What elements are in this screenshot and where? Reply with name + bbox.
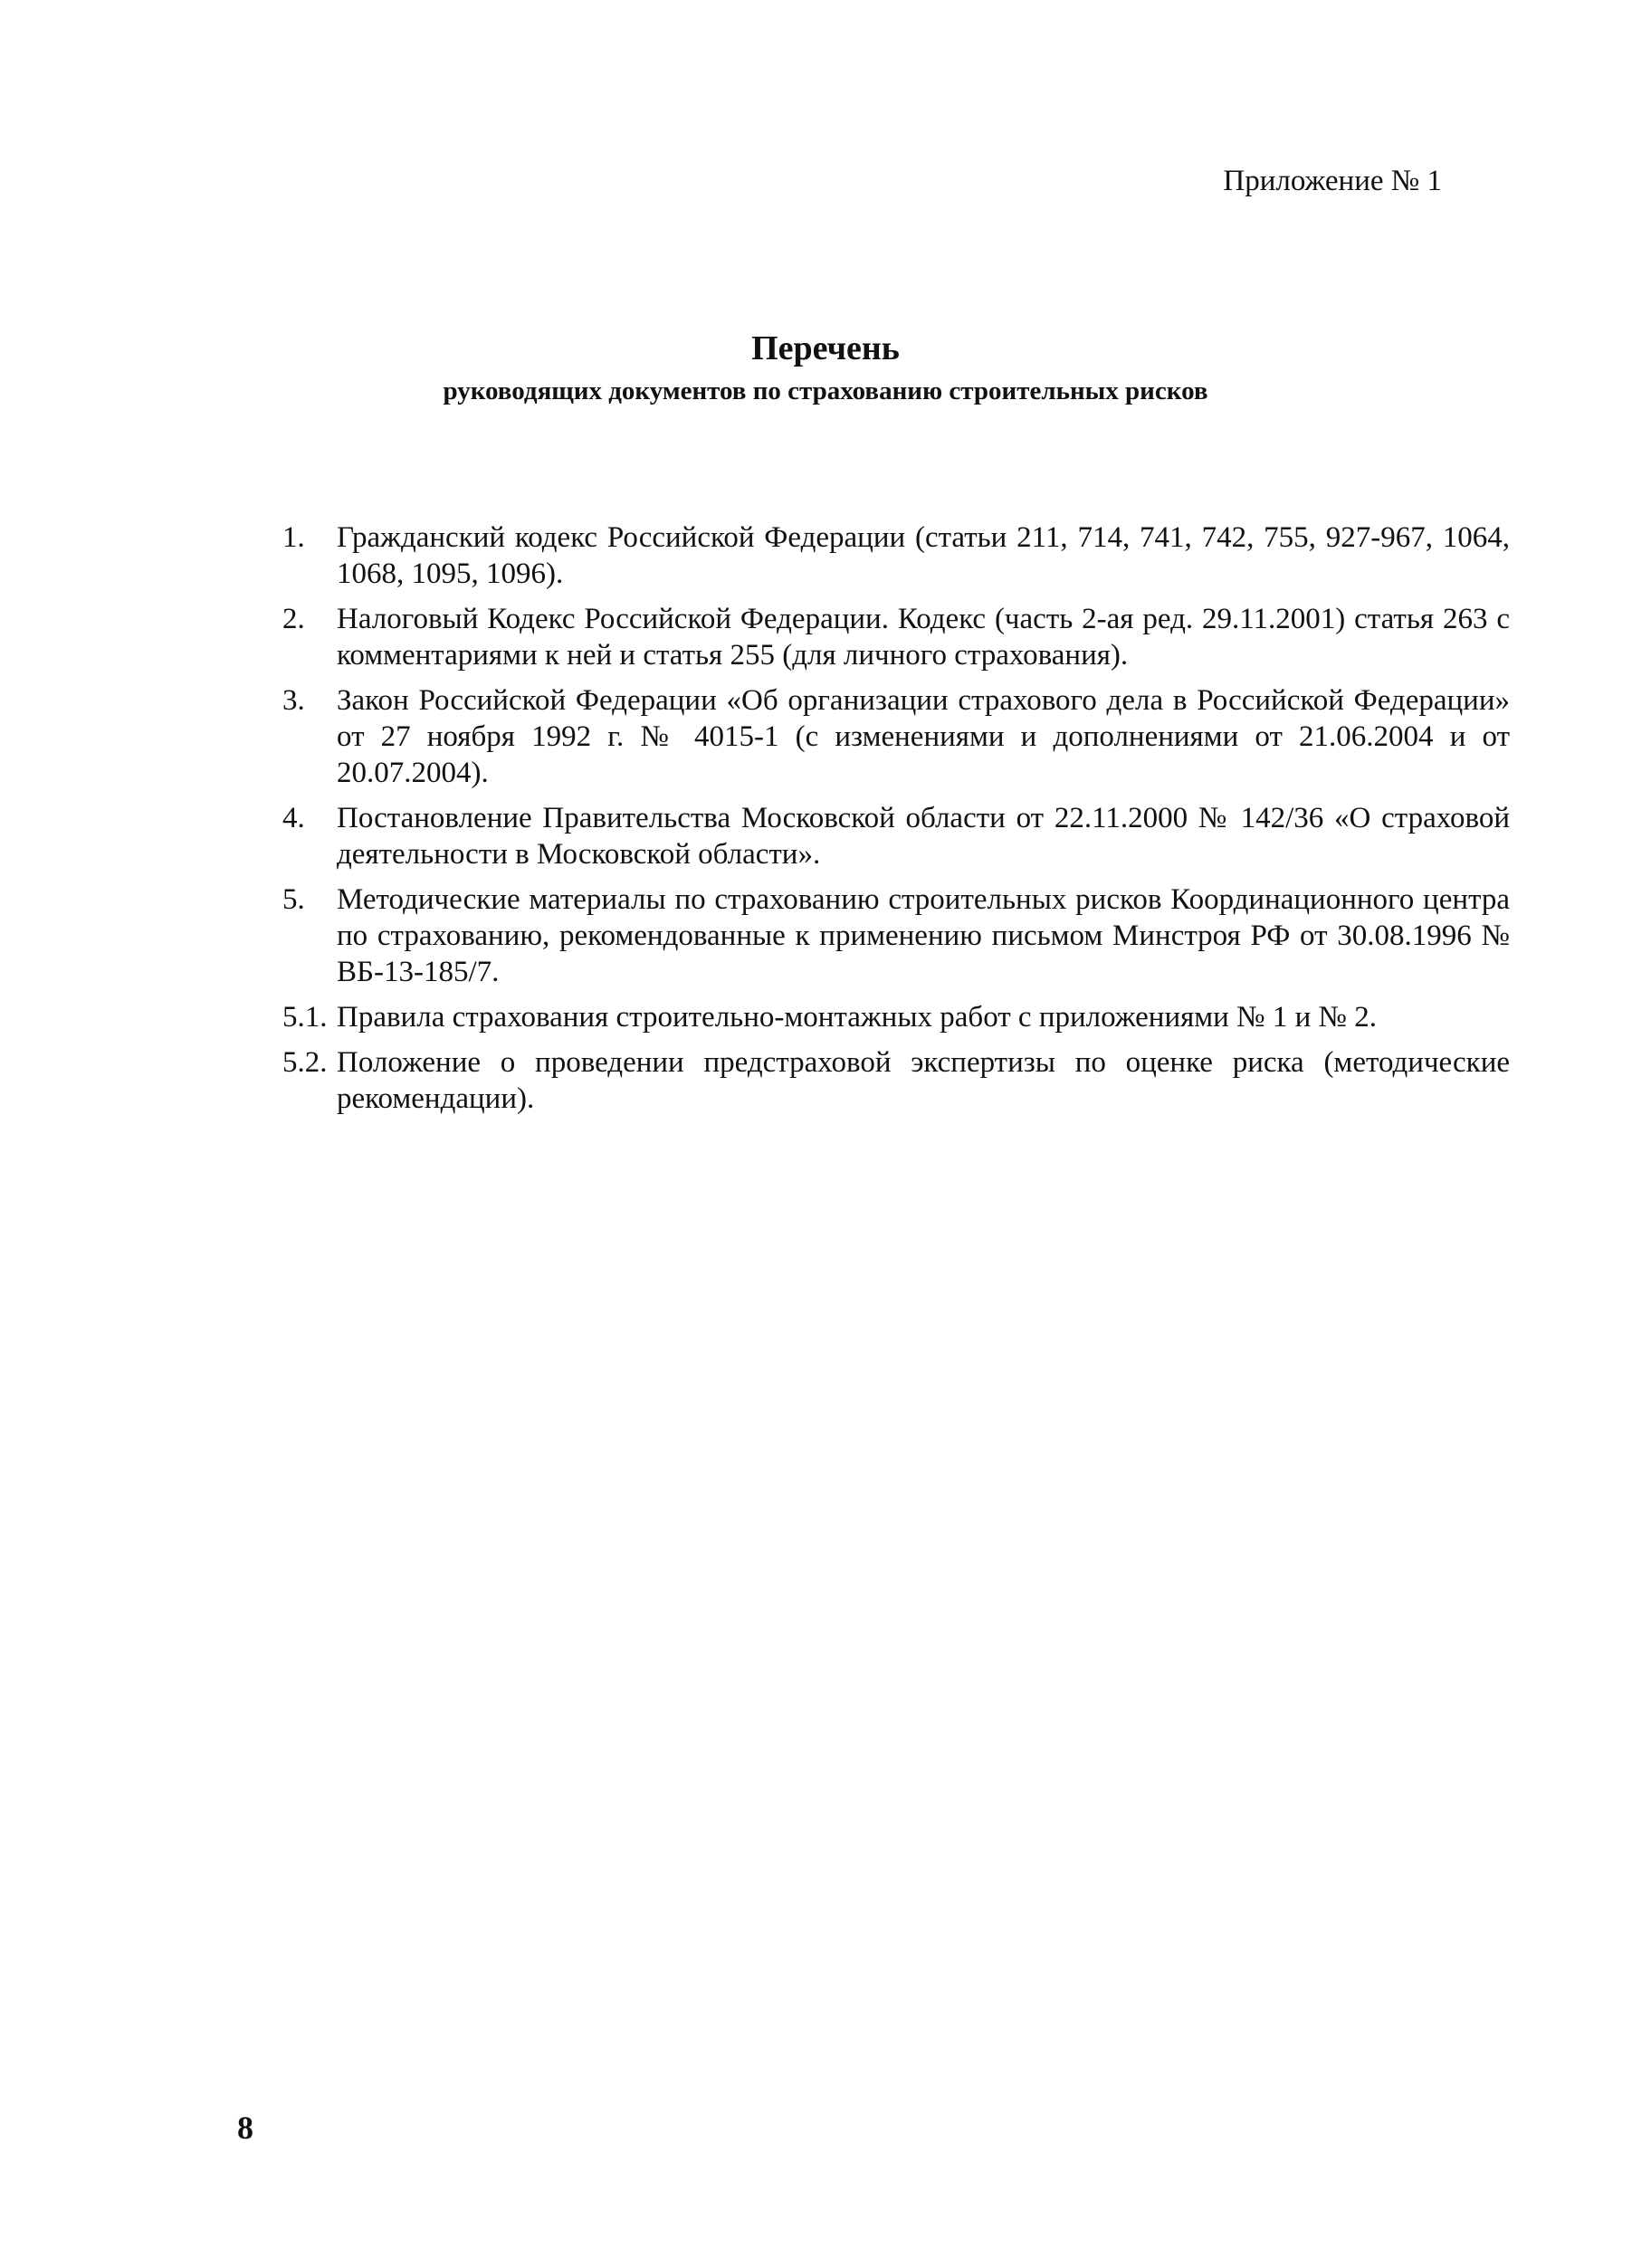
list-item-number: 5.2. — [282, 1046, 328, 1079]
page-number: 8 — [237, 2110, 253, 2146]
document-title: Перечень — [751, 329, 900, 367]
list-item-text: Налоговый Кодекс Российской Федерации. Кодекс (часть 2-ая ред. 29.11.2001) статья 263 с комментариями к ней и статья 255 (для личного страхования). — [337, 603, 1510, 672]
list-item — [282, 881, 1510, 990]
list-item-number: 3. — [282, 684, 305, 717]
list-item — [282, 601, 1510, 673]
list-item-text: Положение о проведении предстраховой экспертизы по оценке риска (методические рекомендации). — [337, 1046, 1510, 1115]
list-item — [282, 519, 1510, 592]
list-item-text: Постановление Правительства Московской области от 22.11.2000 № 142/36 «О страховой деятельности в Московской области». — [337, 802, 1510, 871]
list-item — [282, 682, 1510, 791]
list-item-number: 5. — [282, 883, 305, 916]
documents-list — [282, 519, 1510, 1126]
document-subtitle: руководящих документов по страхованию строительных рисков — [443, 376, 1208, 405]
list-item — [282, 1044, 1510, 1117]
list-item-text: Правила страхования строительно-монтажных работ с приложениями № 1 и № 2. — [337, 1001, 1377, 1034]
list-item-number: 5.1. — [282, 1001, 328, 1034]
list-item-text: Гражданский кодекс Российской Федерации (статьи 211, 714, 741, 742, 755, 927-967, 1064, 1068, 1095, 1096). — [337, 521, 1510, 590]
list-item — [282, 800, 1510, 872]
appendix-label: Приложение № 1 — [1223, 165, 1442, 197]
list-item-text: Методические материалы по страхованию строительных рисков Координационного центра по страхованию, рекомендованные к применению письмом Минстроя РФ от 30.08.1996 № ВБ-13-185/7. — [337, 883, 1510, 988]
list-item-number: 2. — [282, 603, 305, 635]
list-item-number: 4. — [282, 802, 305, 834]
list-item-text: Закон Российской Федерации «Об организации страхового дела в Российской Федерации» от 27 ноября 1992 г. № 4015-1 (с изменениями и дополнениями от 21.06.2004 и от 20.07.2004). — [337, 684, 1510, 789]
list-item-number: 1. — [282, 521, 305, 554]
list-item — [282, 999, 1510, 1035]
